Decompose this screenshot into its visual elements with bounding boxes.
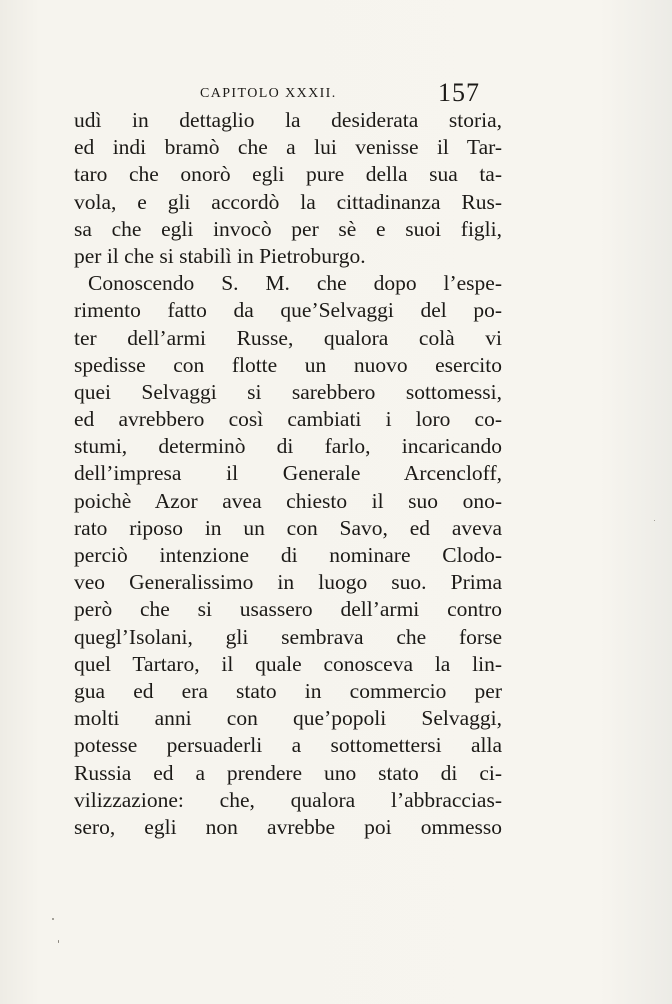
text-line: dell’impresa il Generale Arcencloff, [74, 461, 502, 486]
text-line: veo Generalissimo in luogo suo. Prima [74, 570, 502, 595]
text-line: sa che egli invocò per sè e suoi figli, [74, 216, 502, 241]
text-line: ed avrebbero così cambiati i loro co- [74, 407, 502, 432]
text-line: quei Selvaggi si sarebbero sottomessi, [74, 379, 502, 404]
text-line: quel Tartaro, il quale conosceva la lin- [74, 651, 502, 676]
text-line: sero, egli non avrebbe poi ommesso [74, 814, 502, 839]
running-head: CAPITOLO XXXII. [200, 86, 337, 101]
text-line: taro che onorò egli pure della sua ta- [74, 162, 502, 187]
page-number: 157 [438, 78, 480, 107]
paper-speck [654, 520, 655, 521]
text-line: però che si usassero dell’armi contro [74, 597, 502, 622]
text-line: vilizzazione: che, qualora l’abbraccias- [74, 787, 502, 812]
text-line: ed indi bramò che a lui venisse il Tar- [74, 135, 502, 160]
text-line: quegl’Isolani, gli sembrava che forse [74, 624, 502, 649]
paper-speck [58, 940, 59, 943]
text-line: molti anni con que’popoli Selvaggi, [74, 706, 502, 731]
text-line: rato riposo in un con Savo, ed aveva [74, 515, 502, 540]
text-line: rimento fatto da que’Selvaggi del po- [74, 298, 502, 323]
text-line: poichè Azor avea chiesto il suo ono- [74, 488, 502, 513]
text-line: potesse persuaderli a sottomettersi alla [74, 733, 502, 758]
text-line: ter dell’armi Russe, qualora colà vi [74, 325, 502, 350]
text-line: udì in dettaglio la desiderata storia, [74, 108, 502, 132]
paragraph-start-line: Conoscendo S. M. che dopo l’espe- [88, 271, 502, 296]
text-line: spedisse con flotte un nuovo esercito [74, 352, 502, 377]
page-header [0, 78, 672, 108]
text-line: per il che si stabilì in Pietroburgo. [74, 243, 366, 268]
text-line: vola, e gli accordò la cittadinanza Rus- [74, 189, 502, 214]
body-text [74, 107, 502, 841]
text-line: Russia ed a prendere uno stato di ci- [74, 760, 502, 785]
paper-speck [52, 918, 54, 920]
text-line: gua ed era stato in commercio per [74, 678, 502, 703]
text-line: perciò intenzione di nominare Clodo- [74, 543, 502, 567]
text-line: stumi, determinò di farlo, incaricando [74, 434, 502, 459]
